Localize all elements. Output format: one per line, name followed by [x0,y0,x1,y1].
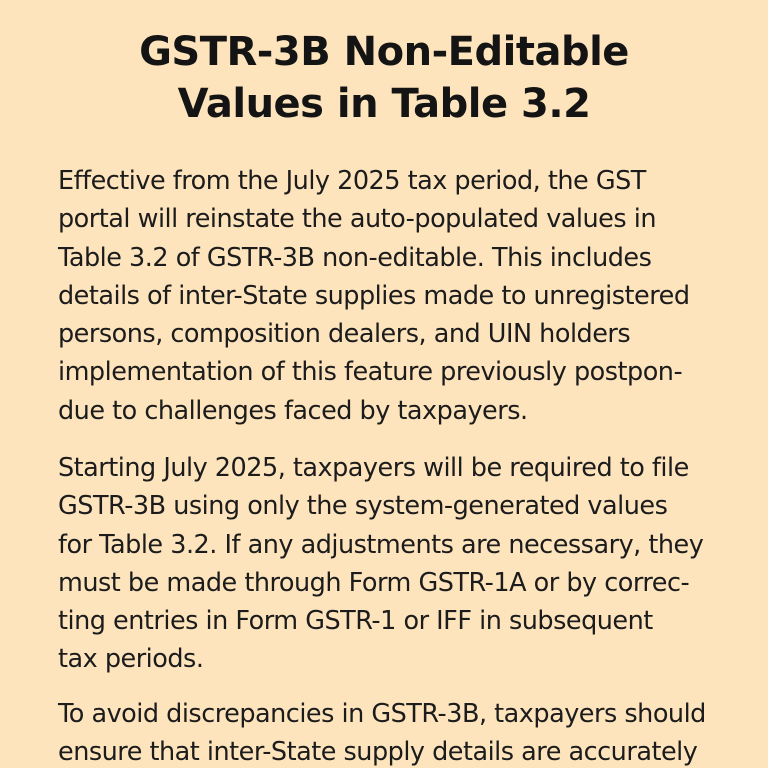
paragraph-line: Starting July 2025, taxpayers will be required to file [58,453,689,483]
paragraph-line: persons, composition dealers, and UIN holders [58,319,631,350]
paragraph-line: To avoid discrepancies in GSTR-3B, taxpayers should [58,699,706,729]
paragraph-line: implementation of this feature previously postpon- [58,357,683,388]
paragraph-line: Table 3.2 of GSTR-3B non-editable. This includes [58,242,652,273]
paragraph-effective-date [58,162,738,430]
paragraph-filing-requirement [58,449,738,679]
paragraph-line: details of inter-State supplies made to unregistered [58,280,690,311]
paragraph-line: due to challenges faced by taxpayers. [58,395,528,426]
paragraph-line: ensure that inter-State supply details are accurately [58,737,698,768]
paragraph-line: must be made through Form GSTR-1A or by correc- [58,567,690,598]
paragraph-line: portal will reinstate the auto-populated values in [58,204,656,235]
paragraph-line: tax periods. [58,644,204,675]
paragraph-line: for Table 3.2. If any adjustments are necessary, they [58,529,704,560]
paragraph-avoid-discrepancies [58,695,738,768]
page-title [30,26,738,130]
title-line: GSTR-3B Non-Editable [139,29,629,75]
paragraph-line: ting entries in Form GSTR-1 or IFF in subsequent [58,606,653,637]
paragraph-line: Effective from the July 2025 tax period, the GST [58,166,646,196]
title-line: Values in Table 3.2 [177,81,591,127]
paragraph-line: GSTR-3B using only the system-generated values [58,491,668,522]
